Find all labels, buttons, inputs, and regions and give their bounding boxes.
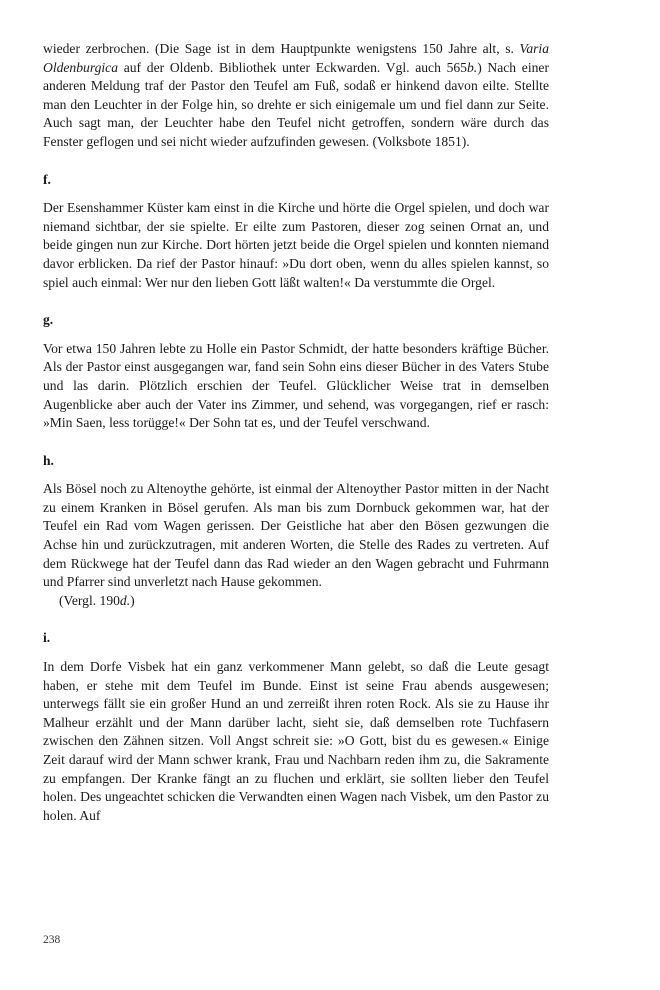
text-run: (Vergl. 190 — [59, 592, 120, 608]
page-number: 238 — [43, 934, 61, 946]
section-heading-f: f. — [43, 171, 51, 187]
paragraph-e-continuation — [43, 40, 549, 152]
paragraph-g: Vor etwa 150 Jahren lebte zu Holle ein Pastor Schmidt, der hatte besonders kräftige Bücher. Als der Pastor einst ausgegangen war, fand sein Sohn eins dieser Bücher in des Vaters Stube und las darin. Plötzlich erschien der Teufel. Glücklicher Weise trat in demselben Augenblicke aber auch der Vater ins Zimmer, und sehend, was vorgegangen, rief er rasch: »Min Saen, less torügge!« Der Sohn tat es, und der Teufel verschwand. — [43, 340, 549, 431]
italic-title: Varia Oldenburgica — [43, 41, 549, 75]
paragraph-f: Der Esenshammer Küster kam einst in die Kirche und hörte die Orgel spielen, und doch war niemand sichtbar, der sie spielte. Er eilte zum Pastoren, dieser zog seinen Ornat an, und beide gingen nun zur Kirche. Dort hörten jetzt beide die Orgel spielen und konnten niemand davor erblicken. Da rief der Pastor hinauf: »Du dort oben, wenn du alles spielen kannst, so spiel auch einmal: Wer nur den lieben Gott läßt walten!« Da verstummte die Orgel. — [43, 200, 549, 290]
cross-reference-h — [43, 592, 549, 611]
section-heading-g: g. — [43, 312, 54, 328]
italic-ref: d. — [119, 592, 131, 608]
paragraph-h: Als Bösel noch zu Altenoythe gehörte, ist einmal der Altenoyther Pastor mitten in der Nacht zu einem Kranken in Bösel gerufen. Als man bis zum Dornbuck gekommen war, hat der Teufel ein Rad vom Wagen gerissen. Der Geistliche hat aber den Bösen gezwungen die Achse hin und zurückzutragen, mit anderen Worten, die Stelle des Rades zu vertreten. Auf dem Rückwege hat der Teufel dann das Rad wieder an den Wagen gebracht und Fuhrmann und Pfarrer sind unverletzt nach Hause gekommen. — [43, 481, 549, 590]
paragraph-i: In dem Dorfe Visbek hat ein ganz verkommener Mann gelebt, so daß die Leute gesagt haben, er stehe mit dem Teufel im Bunde. Einst ist seine Frau abends ausgewesen; unterwegs fällt sie ein großer Hund an und zerreißt ihren roten Rock. Als sie zu Hause ihr Malheur erzählt und der Mann darüber lacht, sieht sie, daß demselben rote Tuchfasern zwischen den Zähnen sitzen. Voll Angst schreit sie: »O Gott, bist du es gewesen.« Einige Zeit darauf wird der Mann schwer krank, Frau und Nachbarn reden ihm zu, die Sakramente zu empfangen. Der Kranke fängt an zu fluchen und erklärt, sie sollten lieber den Teufel holen. Des ungeachtet schicken die Verwandten einen Wagen nach Visbek, um den Pastor zu holen. Auf — [43, 659, 549, 823]
section-heading-i: i. — [43, 630, 51, 646]
book-page — [43, 40, 549, 825]
text-run: ) — [130, 592, 135, 608]
section-heading-h: h. — [43, 452, 54, 468]
text-run: auf der Oldenb. Bibliothek unter Eckwarden. Vgl. auch 565 — [118, 59, 467, 75]
italic-ref: b. — [466, 59, 478, 75]
text-run: ) Nach einer anderen Meldung traf der Pastor den Teufel am Fuß, sodaß er hinkend davon eilte. Stellte man den Leuchter in der Folge hin, so drehte er sich einigemale um und fiel dann zur Seite. Auch sagt man, der Leuchter habe den Teufel nicht getroffen, sondern wäre durch das Fenster geflogen und sei nicht wieder aufzufinden gewesen. (Volksbote 1851). — [43, 59, 549, 149]
text-run: wieder zerbrochen. (Die Sage ist in dem Hauptpunkte wenigstens 150 Jahre alt, s. — [43, 41, 520, 56]
